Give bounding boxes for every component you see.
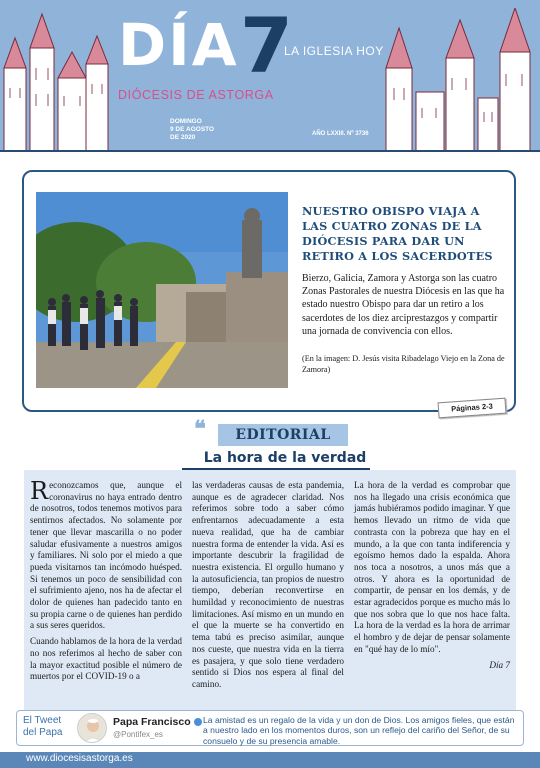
editorial-signature: Día 7 — [489, 659, 510, 670]
pages-reference[interactable]: Páginas 2-3 — [438, 398, 507, 419]
editorial-column-1: Reconozcamos que, aunque el coronavirus no haya entrado dentro de nosotros, todos tenemos motivos para sentirnos afectados. No solamente por tener que llevar mascarilla o no poder saludar efusivamente a nuestros amigos y familiares. Ni solo por el miedo a que pueda visitarnos tan incómodo huésped. Si tenemos un poco de sensibilidad con el sufrimiento ajeno, nos ha de afectar el dolor de quienes han padecido tanto en su propia carne o de quienes han perdido a sus seres queridos. Cuando hablamos de la hora de la verdad no nos referimos al hecho de saber con la mayor exactitud posible el número de muertos por el COVID-19 o a — [30, 477, 182, 682]
header-divider — [0, 150, 540, 152]
masthead-subtitle: LA IGLESIA HOY — [284, 44, 384, 58]
feature-photo — [36, 192, 288, 388]
title-number: 7 — [240, 1, 293, 90]
pope-tweet[interactable] — [16, 710, 524, 746]
tweet-handle: @Pontifex_es — [113, 730, 163, 739]
editorial-section — [24, 416, 516, 708]
verified-icon — [194, 718, 202, 726]
footer-bar — [0, 752, 540, 768]
issue-number: AÑO LXXIII. Nº 3736 — [312, 131, 369, 137]
avatar — [77, 713, 107, 743]
editorial-label: EDITORIAL — [218, 424, 348, 446]
editorial-title: La hora de la verdad — [203, 450, 367, 466]
website-link[interactable]: www.diocesisastorga.es — [26, 753, 133, 764]
tweet-text: La amistad es un regalo de la vida y un don de Dios. Los amigos fieles, que están a nuestro lado en los momentos duros, son un reflejo del cariño del Señor, de su consuelo y de su presencia amable. — [203, 715, 515, 746]
masthead-title — [118, 1, 418, 94]
feature-headline: NUESTRO OBISPO VIAJA A LAS CUATRO ZONAS DE LA DIÓCESIS PARA DAR UN RETIRO A LOS SACERDOTES — [302, 204, 493, 263]
palace-illustration-left — [0, 8, 112, 152]
feature-article[interactable] — [22, 170, 516, 412]
diocese-name: DIÓCESIS DE ASTORGA — [118, 88, 274, 102]
editorial-column-2: las verdaderas causas de esta pandemia, aunque es de agradecer claridad. Nos referimos sobre todo a saber cómo enfrentarnos adecuadamente a esta nueva realidad, que ha de cambiar nuestra forma de entender la vida. Así es importante descubrir la fragilidad de nuestra existencia. El orgullo humano y la autosuficiencia, tan propios de nuestro tiempo, deberían reconvertirse en humildad y reconocimiento de nuestras limitaciones. Así mismo en un mundo en el que la muerte se ha convertido en tema tabú es preciso asimilar, aunque nos cueste, que nuestra vida en la tierra es pasajera, y que solo tiene verdadero sentido si Dios nos espera al final del camino. — [192, 480, 344, 689]
editorial-body — [24, 470, 516, 710]
tweet-section-label: El Tweet del Papa — [23, 715, 63, 738]
photo-caption: (En la imagen: D. Jesús visita Ribadelago Viejo en la Zona de Zamora) — [302, 354, 505, 374]
tweet-author: Papa Francisco — [113, 716, 202, 728]
editorial-column-3: La hora de la verdad es comprobar que nos ha llegado una crisis económica que jamás hubiéramos podido imaginar. Y que hemos llevado un ritmo de vida que contrasta con la pobreza que hay en el mundo, a la que con tanta indiferencia y egoísmo hemos dado la espalda. Ahora nos toca a nosotros, a unos más que a otros. Y ahora es la oportunidad de compartir, de pensar en los demás, y de estar agradecidos porque es mucho más lo que nos sobra que lo que nos hace falta. La hora de la verdad es la hora de arrimar el hombro y de dejar de pensar solamente en "qué hay de lo mío". Día 7 — [354, 480, 510, 670]
feature-lead: Bierzo, Galicia, Zamora y Astorga son las cuatro Zonas Pastorales de nuestra Diócesis en las que ha estado nuestro Obispo para dar un retiro a los sacerdotes de los diez arciprestazgos y compartir una jornada de convivencia con ellos. — [302, 273, 505, 337]
quote-icon: ❝ — [194, 416, 206, 442]
drop-cap: R — [30, 477, 49, 505]
title-word: DÍA — [118, 11, 239, 79]
masthead-header — [0, 0, 540, 152]
issue-date: DOMINGO 9 DE AGOSTO DE 2020 — [170, 118, 215, 141]
